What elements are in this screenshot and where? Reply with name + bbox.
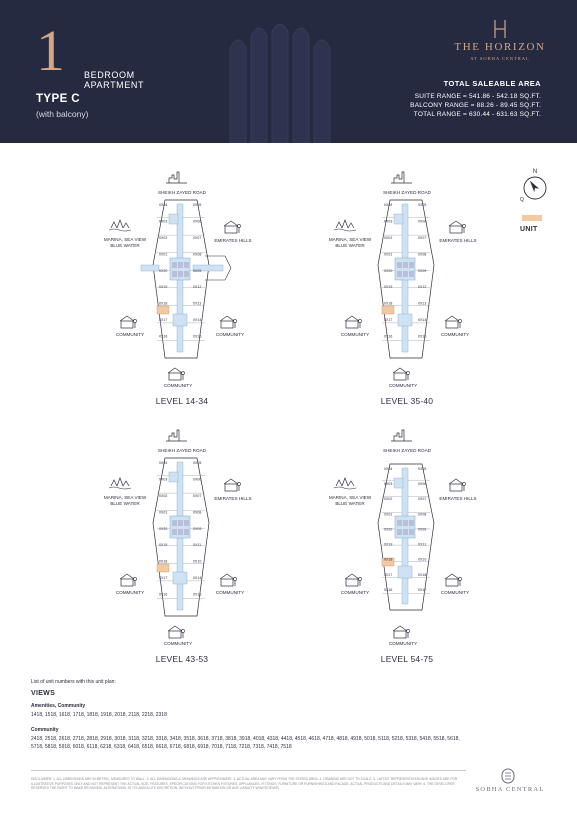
marina-icon xyxy=(109,478,131,489)
unit-code: XX19 xyxy=(158,543,168,548)
unit-code: XX13 xyxy=(192,301,202,306)
community-icon xyxy=(345,574,362,586)
unit-code: XX04 xyxy=(158,461,168,465)
unit-code: XX04 xyxy=(158,203,168,207)
bedroom-count: 1 xyxy=(36,18,65,83)
views-heading: VIEWS xyxy=(31,690,56,697)
marina-icon xyxy=(109,220,131,231)
unit-code: XX07 xyxy=(417,235,427,240)
unit-code: XX16 xyxy=(158,592,168,597)
unit-code: XX10 xyxy=(192,559,202,564)
label-community-east: COMMUNITY xyxy=(215,590,245,595)
unit-code: XX07 xyxy=(417,497,427,502)
label-community-west: COMMUNITY xyxy=(340,590,370,595)
brand-title: THE HORIZON xyxy=(454,41,546,53)
unit-code: XX18 xyxy=(158,301,168,306)
unit-code: XX08 xyxy=(192,252,202,257)
unit-code: XX18 xyxy=(383,557,393,562)
skyline-icon xyxy=(391,430,412,441)
level-label: LEVEL 14-34 xyxy=(155,396,209,406)
label-community-south: COMMUNITY xyxy=(388,383,418,388)
unit-code: XX05 xyxy=(417,467,427,471)
label-blue-water: BLUE WATER xyxy=(110,501,140,506)
floor-plan-low xyxy=(97,170,277,392)
unit-code: XX09 xyxy=(417,268,427,273)
highlighted-unit xyxy=(157,564,169,572)
marina-icon xyxy=(334,220,356,231)
unit-code: XX15 xyxy=(192,592,202,597)
level-label: LEVEL 54-75 xyxy=(380,654,434,664)
header-banner xyxy=(0,0,577,143)
label-community-east: COMMUNITY xyxy=(440,590,470,595)
unit-code: XX09 xyxy=(192,268,202,273)
unit-code: XX04 xyxy=(383,467,393,471)
unit-code: XX03 xyxy=(158,477,168,482)
bedroom-label-line1: BEDROOM xyxy=(84,70,135,80)
unit-code: XX01 xyxy=(383,252,393,257)
unit-code: XX02 xyxy=(383,235,393,240)
unit-code: XX20 xyxy=(158,268,168,273)
unit-code: XX16 xyxy=(158,334,168,339)
label-community-west: COMMUNITY xyxy=(115,332,145,337)
balcony-range: BALCONY RANGE = 88.26 - 89.45 SQ.FT. xyxy=(410,102,541,109)
amenities-units: 1418, 1518, 1618, 1718, 1818, 1918, 2018, 2118, 2218, 2318 xyxy=(31,712,167,718)
unit-code: XX11 xyxy=(192,543,202,548)
compass-n: N xyxy=(532,169,538,175)
unit-code: XX12 xyxy=(417,285,427,290)
unit-legend-swatch xyxy=(522,215,542,221)
unit-code: XX12 xyxy=(192,285,202,290)
marina-icon xyxy=(334,478,356,489)
community-icon xyxy=(120,316,137,328)
unit-code: XX20 xyxy=(158,526,168,531)
unit-code: XX08 xyxy=(192,510,202,515)
label-sheikh-zayed-road: SHEIKH ZAYED ROAD xyxy=(383,190,431,195)
label-community-west: COMMUNITY xyxy=(340,332,370,337)
label-community-east: COMMUNITY xyxy=(440,332,470,337)
unit-code: XX18 xyxy=(383,301,393,306)
level-label: LEVEL 43-53 xyxy=(155,654,209,664)
emirates-hills-icon xyxy=(224,221,241,233)
unit-code: XX05 xyxy=(417,203,427,207)
unit-code: XX09 xyxy=(417,527,427,532)
community-icon xyxy=(445,574,462,586)
unit-subtype: (with balcony) xyxy=(36,109,89,119)
skyline-icon xyxy=(166,430,187,441)
label-emirates-hills: EMIRATES HILLS xyxy=(214,496,252,501)
compass-q: Q xyxy=(520,197,524,203)
community-icon xyxy=(445,316,462,328)
saleable-area-box xyxy=(410,79,541,119)
unit-code: XX03 xyxy=(158,219,168,224)
community-icon xyxy=(168,626,185,638)
divider xyxy=(31,770,466,771)
emirates-hills-icon xyxy=(449,221,466,233)
label-emirates-hills: EMIRATES HILLS xyxy=(439,496,477,501)
unit-code: XX16 xyxy=(417,572,427,577)
label-sheikh-zayed-road: SHEIKH ZAYED ROAD xyxy=(158,448,206,453)
unit-code: XX04 xyxy=(383,203,393,207)
unit-code: XX15 xyxy=(192,334,202,339)
horizon-logo-icon xyxy=(489,18,511,40)
label-community-east: COMMUNITY xyxy=(215,332,245,337)
unit-code: XX06 xyxy=(417,219,427,224)
unit-code: XX14 xyxy=(192,576,202,581)
label-emirates-hills: EMIRATES HILLS xyxy=(214,238,252,243)
unit-code: XX08 xyxy=(417,252,427,257)
total-range: TOTAL RANGE = 630.44 - 631.63 SQ.FT. xyxy=(413,111,541,118)
unit-legend-label: UNIT xyxy=(520,226,538,233)
community-units: 2418, 2518, 2618, 2718, 2818, 2918, 3018, 3118, 3218, 3318, 3418, 3518, 3618, 3718, 3818, 3918, 4018, 4318, 4418, 4518, 4618, 4718, 4818, 4918, 5018, 5118, 5218, 5318, 5418, 5518, 5618, 5718, 5818, 5918, 6018, 6118, 6218, 6318, 6418, 6518, 6618, 6718, 6818, 6918, 7018, 7118, 7218, 7318, 7418, 7518 xyxy=(31,736,460,750)
label-community-south: COMMUNITY xyxy=(163,641,193,646)
label-marina-sea-view: MARINA, SEA VIEW xyxy=(328,237,372,242)
unit-code: XX03 xyxy=(383,482,393,487)
unit-code: XX13 xyxy=(417,301,427,306)
unit-code: XX01 xyxy=(383,512,393,517)
unit-code: XX17 xyxy=(417,587,427,592)
unit-code: XX17 xyxy=(158,576,168,581)
area-title: TOTAL SALEABLE AREA xyxy=(443,79,541,88)
amenities-title: Amenities, Community xyxy=(31,703,86,709)
unit-type: TYPE C xyxy=(36,93,80,105)
label-blue-water: BLUE WATER xyxy=(335,501,365,506)
unit-code: XX10 xyxy=(417,557,427,562)
unit-code: XX06 xyxy=(417,482,427,487)
community-icon xyxy=(393,368,410,380)
label-community-south: COMMUNITY xyxy=(163,383,193,388)
unit-code: XX15 xyxy=(417,334,427,339)
unit-code: XX02 xyxy=(158,493,168,498)
unit-code: XX09 xyxy=(192,526,202,531)
community-icon xyxy=(393,626,410,638)
label-marina-sea-view: MARINA, SEA VIEW xyxy=(103,237,147,242)
highlighted-unit xyxy=(157,306,169,314)
unit-code: XX01 xyxy=(158,252,168,257)
units-note: List of unit numbers with this unit plan: xyxy=(31,679,116,685)
label-blue-water: BLUE WATER xyxy=(110,243,140,248)
bedroom-label-line2: APARTMENT xyxy=(84,80,145,90)
unit-code: XX20 xyxy=(383,527,393,532)
label-community-south: COMMUNITY xyxy=(388,641,418,646)
unit-code: XX05 xyxy=(192,461,202,465)
unit-code: XX03 xyxy=(383,219,393,224)
suite-range: SUITE RANGE = 541.86 - 542.18 SQ.FT. xyxy=(414,93,541,100)
floor-plan-top xyxy=(322,428,502,650)
unit-code: XX17 xyxy=(383,318,393,323)
label-community-west: COMMUNITY xyxy=(115,590,145,595)
unit-code: XX17 xyxy=(383,572,393,577)
skyline-icon xyxy=(166,172,187,183)
unit-code: XX20 xyxy=(383,268,393,273)
label-emirates-hills: EMIRATES HILLS xyxy=(439,238,477,243)
unit-code: XX18 xyxy=(158,559,168,564)
unit-code: XX11 xyxy=(417,542,427,547)
community-icon xyxy=(120,574,137,586)
floor-plan-mid xyxy=(322,170,502,392)
unit-code: XX14 xyxy=(417,318,427,323)
unit-code: XX14 xyxy=(192,318,202,323)
footer-brand: SOBHA CENTRAL xyxy=(475,786,545,793)
label-sheikh-zayed-road: SHEIKH ZAYED ROAD xyxy=(383,448,431,453)
bedroom-label xyxy=(84,70,144,90)
community-icon xyxy=(220,574,237,586)
arches-graphic xyxy=(222,18,332,143)
unit-code: XX06 xyxy=(192,219,202,224)
brand-subtitle: AT SOBHA CENTRAL xyxy=(470,56,530,61)
level-label: LEVEL 35-40 xyxy=(380,396,434,406)
unit-code: XX05 xyxy=(192,203,202,207)
label-marina-sea-view: MARINA, SEA VIEW xyxy=(328,495,372,500)
label-sheikh-zayed-road: SHEIKH ZAYED ROAD xyxy=(158,190,206,195)
unit-code: XX17 xyxy=(158,318,168,323)
highlighted-unit xyxy=(382,306,394,314)
sobha-logo-icon xyxy=(500,768,516,786)
label-blue-water: BLUE WATER xyxy=(335,243,365,248)
unit-code: XX01 xyxy=(158,510,168,515)
skyline-icon xyxy=(391,172,412,183)
disclaimer-text: DISCLAIMER: 1. ALL DIMENSIONS ARE IN METRIC, MEASURES TO WALL. 2. ALL DIMENSIONS & DRAWINGS ARE APPROXIMATE. 3. ACTUAL AREA MAY VARY FROM THE STATED AREA. 4. DRAWING ARE NOT TO SCALE. 5. LAYOUT REPRESENTATION AND IMAGES ARE FOR ILLUSTRATIVE PURPOSES ONLY AND NOT REPRESENT THE ACTUAL SIZE, FEATURES, SPECIFICATIONS FOR KITCHEN FIXTURES, APPLIANCES, FITTINGS, FURNITURE OR FURNISHINGS AND FACADE. ACTUAL PRODUCTS AND DETAILS MAY VARY. 6. THE DEVELOPER RESERVES THE RIGHT TO MAKE REVISIONS, ALTERATIONS, AT ITS ABSOLUTE DISCRETION, WITHOUT PRIOR INTIMATION OR ANY LIABILITY WHATSOEVER. xyxy=(31,777,458,790)
emirates-hills-icon xyxy=(224,479,241,491)
unit-code: XX19 xyxy=(383,285,393,290)
community-title: Community xyxy=(31,727,59,733)
community-icon xyxy=(168,368,185,380)
unit-code: XX02 xyxy=(383,497,393,502)
community-icon xyxy=(220,316,237,328)
unit-code: XX06 xyxy=(192,477,202,482)
compass-icon xyxy=(518,167,552,207)
floor-plan-upper xyxy=(97,428,277,650)
unit-code: XX08 xyxy=(417,512,427,517)
community-icon xyxy=(345,316,362,328)
unit-code: XX07 xyxy=(192,235,202,240)
emirates-hills-icon xyxy=(449,479,466,491)
unit-code: XX16 xyxy=(383,587,393,592)
unit-code: XX19 xyxy=(383,542,393,547)
unit-code: XX19 xyxy=(158,285,168,290)
unit-code: XX02 xyxy=(158,235,168,240)
unit-code: XX16 xyxy=(383,334,393,339)
unit-code: XX07 xyxy=(192,493,202,498)
label-marina-sea-view: MARINA, SEA VIEW xyxy=(103,495,147,500)
